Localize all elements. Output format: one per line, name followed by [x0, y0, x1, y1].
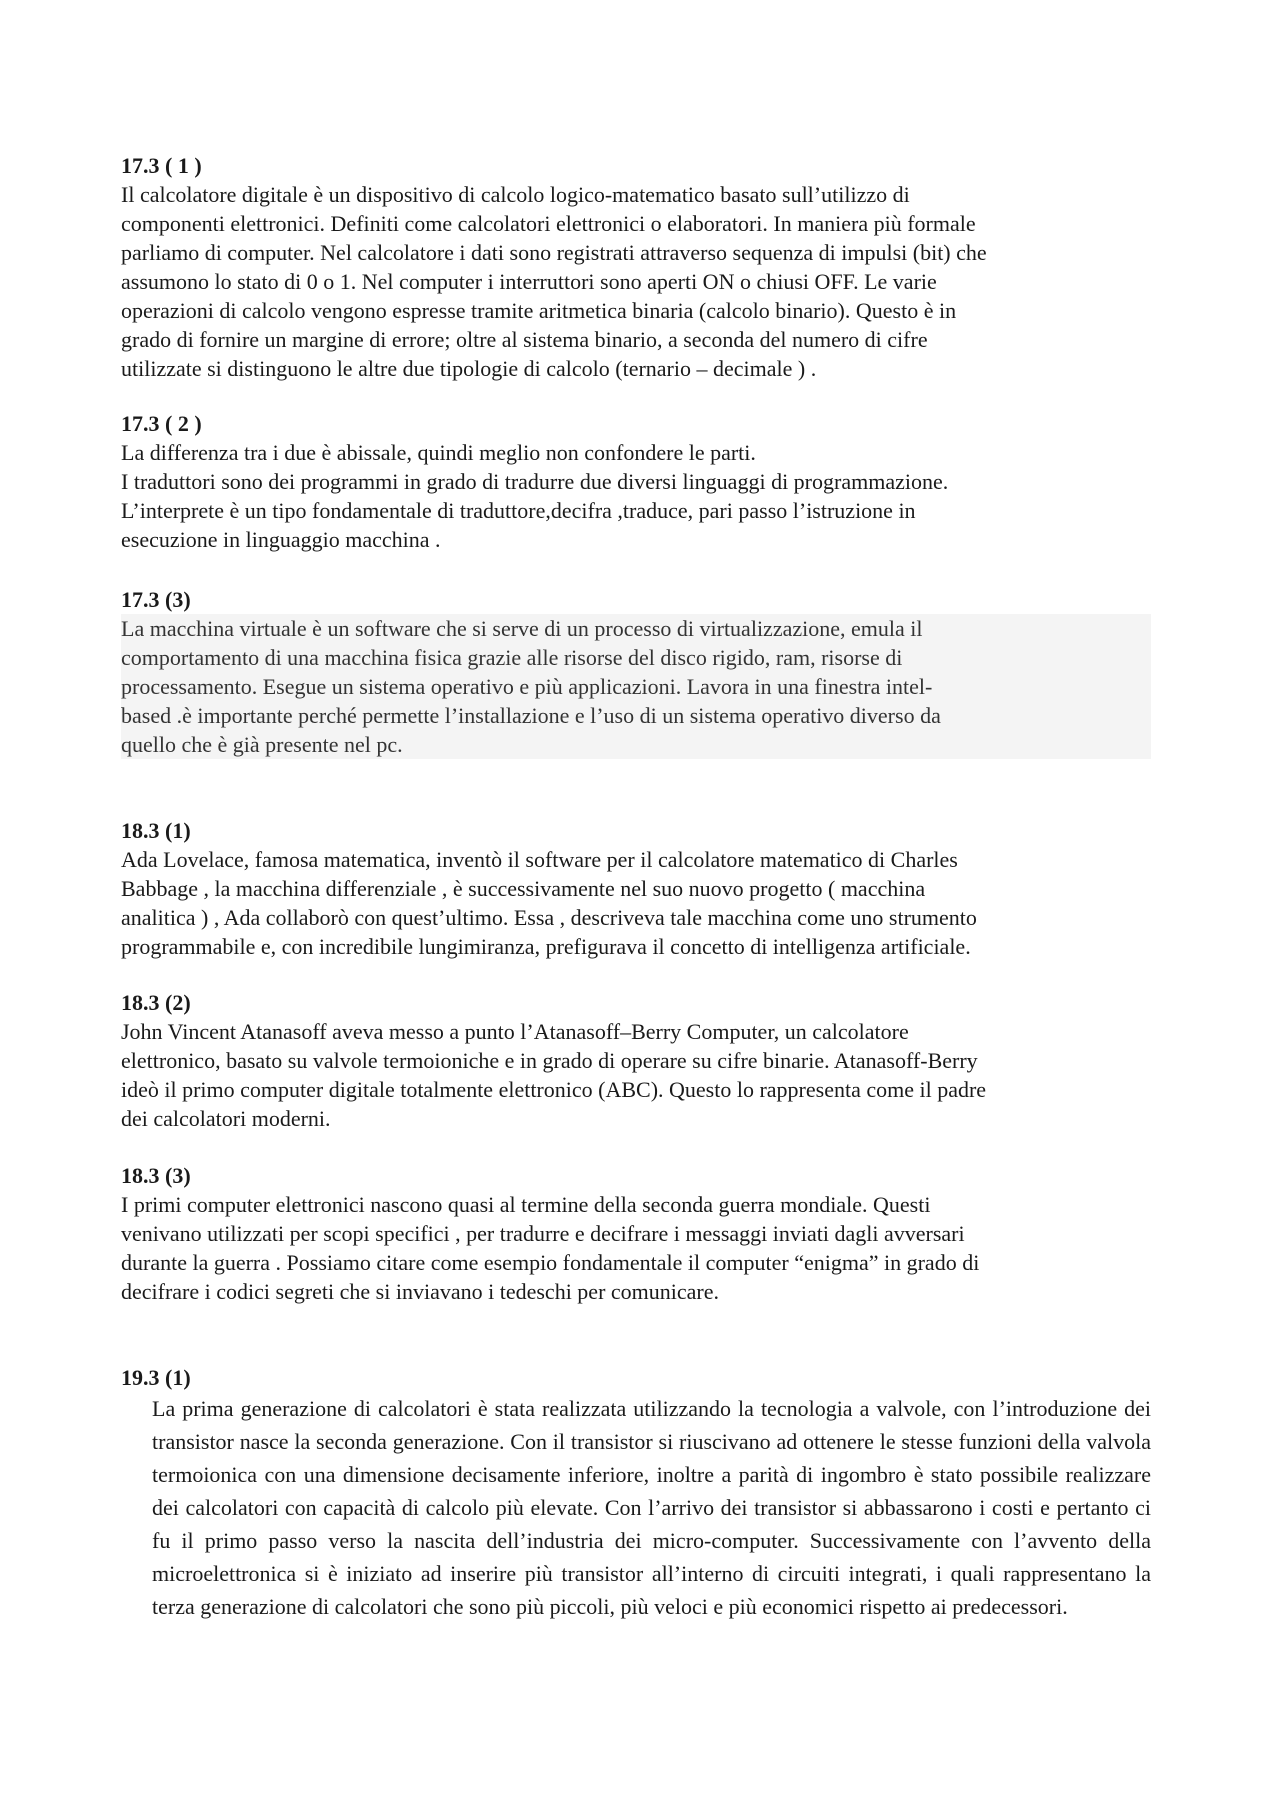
section-17-3-2	[121, 409, 1151, 554]
text-line: quello che è già presente nel pc.	[121, 732, 403, 757]
text-line: Il calcolatore digitale è un dispositivo di calcolo logico-matematico basato sull’utilizzo di	[121, 182, 910, 207]
section-heading: 18.3 (2)	[121, 990, 191, 1015]
section-18-3-2	[121, 988, 1151, 1133]
text-line: comportamento di una macchina fisica grazie alle risorse del disco rigido, ram, risorse di	[121, 645, 903, 670]
section-paragraph	[121, 1017, 1151, 1133]
text-line: processamento. Esegue un sistema operativo e più applicazioni. Lavora in una finestra intel-	[121, 674, 933, 699]
text-line: venivano utilizzati per scopi specifici , per tradurre e decifrare i messaggi inviati dagli avversari	[121, 1221, 965, 1246]
text-line: operazioni di calcolo vengono espresse tramite aritmetica binaria (calcolo binario). Questo è in	[121, 298, 957, 323]
section-heading: 19.3 (1)	[121, 1365, 191, 1390]
section-heading: 17.3 ( 2 )	[121, 411, 202, 436]
text-line: La differenza tra i due è abissale, quindi meglio non confondere le parti.	[121, 440, 756, 465]
section-17-3-1	[121, 151, 1151, 383]
text-line: I traduttori sono dei programmi in grado di tradurre due diversi linguaggi di programmazione.	[121, 469, 949, 494]
text-line: L’interprete è un tipo fondamentale di traduttore,decifra ,traduce, pari passo l’istruzione in	[121, 498, 916, 523]
text-line: parliamo di computer. Nel calcolatore i dati sono registrati attraverso sequenza di impulsi (bit) che	[121, 240, 987, 265]
section-paragraph	[121, 614, 1151, 759]
text-line: dei calcolatori moderni.	[121, 1106, 331, 1131]
section-paragraph	[121, 1190, 1151, 1306]
text-line: analitica ) , Ada collaborò con quest’ultimo. Essa , descriveva tale macchina come uno strumento	[121, 905, 977, 930]
text-line: durante la guerra . Possiamo citare come esempio fondamentale il computer “enigma” in grado di	[121, 1250, 980, 1275]
text-line: Babbage , la macchina differenziale , è successivamente nel suo nuovo progetto ( macchina	[121, 876, 926, 901]
text-line: utilizzate si distinguono le altre due tipologie di calcolo (ternario – decimale ) .	[121, 356, 817, 381]
text-line: assumono lo stato di 0 o 1. Nel computer i interruttori sono aperti ON o chiusi OFF. Le varie	[121, 269, 937, 294]
text-line: elettronico, basato su valvole termoioniche e in grado di operare su cifre binarie. Atanasoff-Berry	[121, 1048, 978, 1073]
text-line: decifrare i codici segreti che si inviavano i tedeschi per comunicare.	[121, 1279, 720, 1304]
section-heading: 18.3 (1)	[121, 818, 191, 843]
text-line: John Vincent Atanasoff aveva messo a punto l’Atanasoff–Berry Computer, un calcolatore	[121, 1019, 909, 1044]
text-line: programmabile e, con incredibile lungimiranza, prefigurava il concetto di intelligenza artificiale.	[121, 934, 971, 959]
section-18-3-1	[121, 816, 1151, 961]
text-line: esecuzione in linguaggio macchina .	[121, 527, 441, 552]
text-line: based .è importante perché permette l’installazione e l’uso di un sistema operativo diverso da	[121, 703, 941, 728]
section-18-3-3	[121, 1161, 1151, 1306]
section-heading: 18.3 (3)	[121, 1163, 191, 1188]
section-paragraph	[121, 845, 1151, 961]
text-line: I primi computer elettronici nascono quasi al termine della seconda guerra mondiale. Questi	[121, 1192, 931, 1217]
text-line: grado di fornire un margine di errore; oltre al sistema binario, a seconda del numero di cifre	[121, 327, 928, 352]
section-19-3-1	[121, 1363, 1151, 1623]
section-heading: 17.3 ( 1 )	[121, 153, 202, 178]
section-heading: 17.3 (3)	[121, 587, 191, 612]
text-line: Ada Lovelace, famosa matematica, inventò il software per il calcolatore matematico di Charles	[121, 847, 958, 872]
text-line: ideò il primo computer digitale totalmente elettronico (ABC). Questo lo rappresenta come il padre	[121, 1077, 987, 1102]
section-paragraph	[121, 438, 1151, 554]
section-paragraph	[121, 180, 1151, 383]
section-paragraph: La prima generazione di calcolatori è stata realizzata utilizzando la tecnologia a valvole, con l’introduzione dei transistor nasce la seconda generazione. Con il transistor si riuscivano ad ottenere le stesse funzioni della valvola termoionica con una dimensione decisamente inferiore, inoltre a parità di ingombro è stato possibile realizzare dei calcolatori con capacità di calcolo più elevate. Con l’arrivo dei transistor si abbassarono i costi e pertanto ci fu il primo passo verso la nascita dell’industria dei micro-computer. Successivamente con l’avvento della microelettronica si è iniziato ad inserire più transistor all’interno di circuiti integrati, i quali rappresentano la terza generazione di calcolatori che sono più piccoli, più veloci e più economici rispetto ai predecessori.	[152, 1396, 1151, 1619]
section-17-3-3	[121, 585, 1151, 759]
text-line: La macchina virtuale è un software che si serve di un processo di virtualizzazione, emula il	[121, 616, 923, 641]
text-line: componenti elettronici. Definiti come calcolatori elettronici o elaboratori. In maniera più formale	[121, 211, 976, 236]
